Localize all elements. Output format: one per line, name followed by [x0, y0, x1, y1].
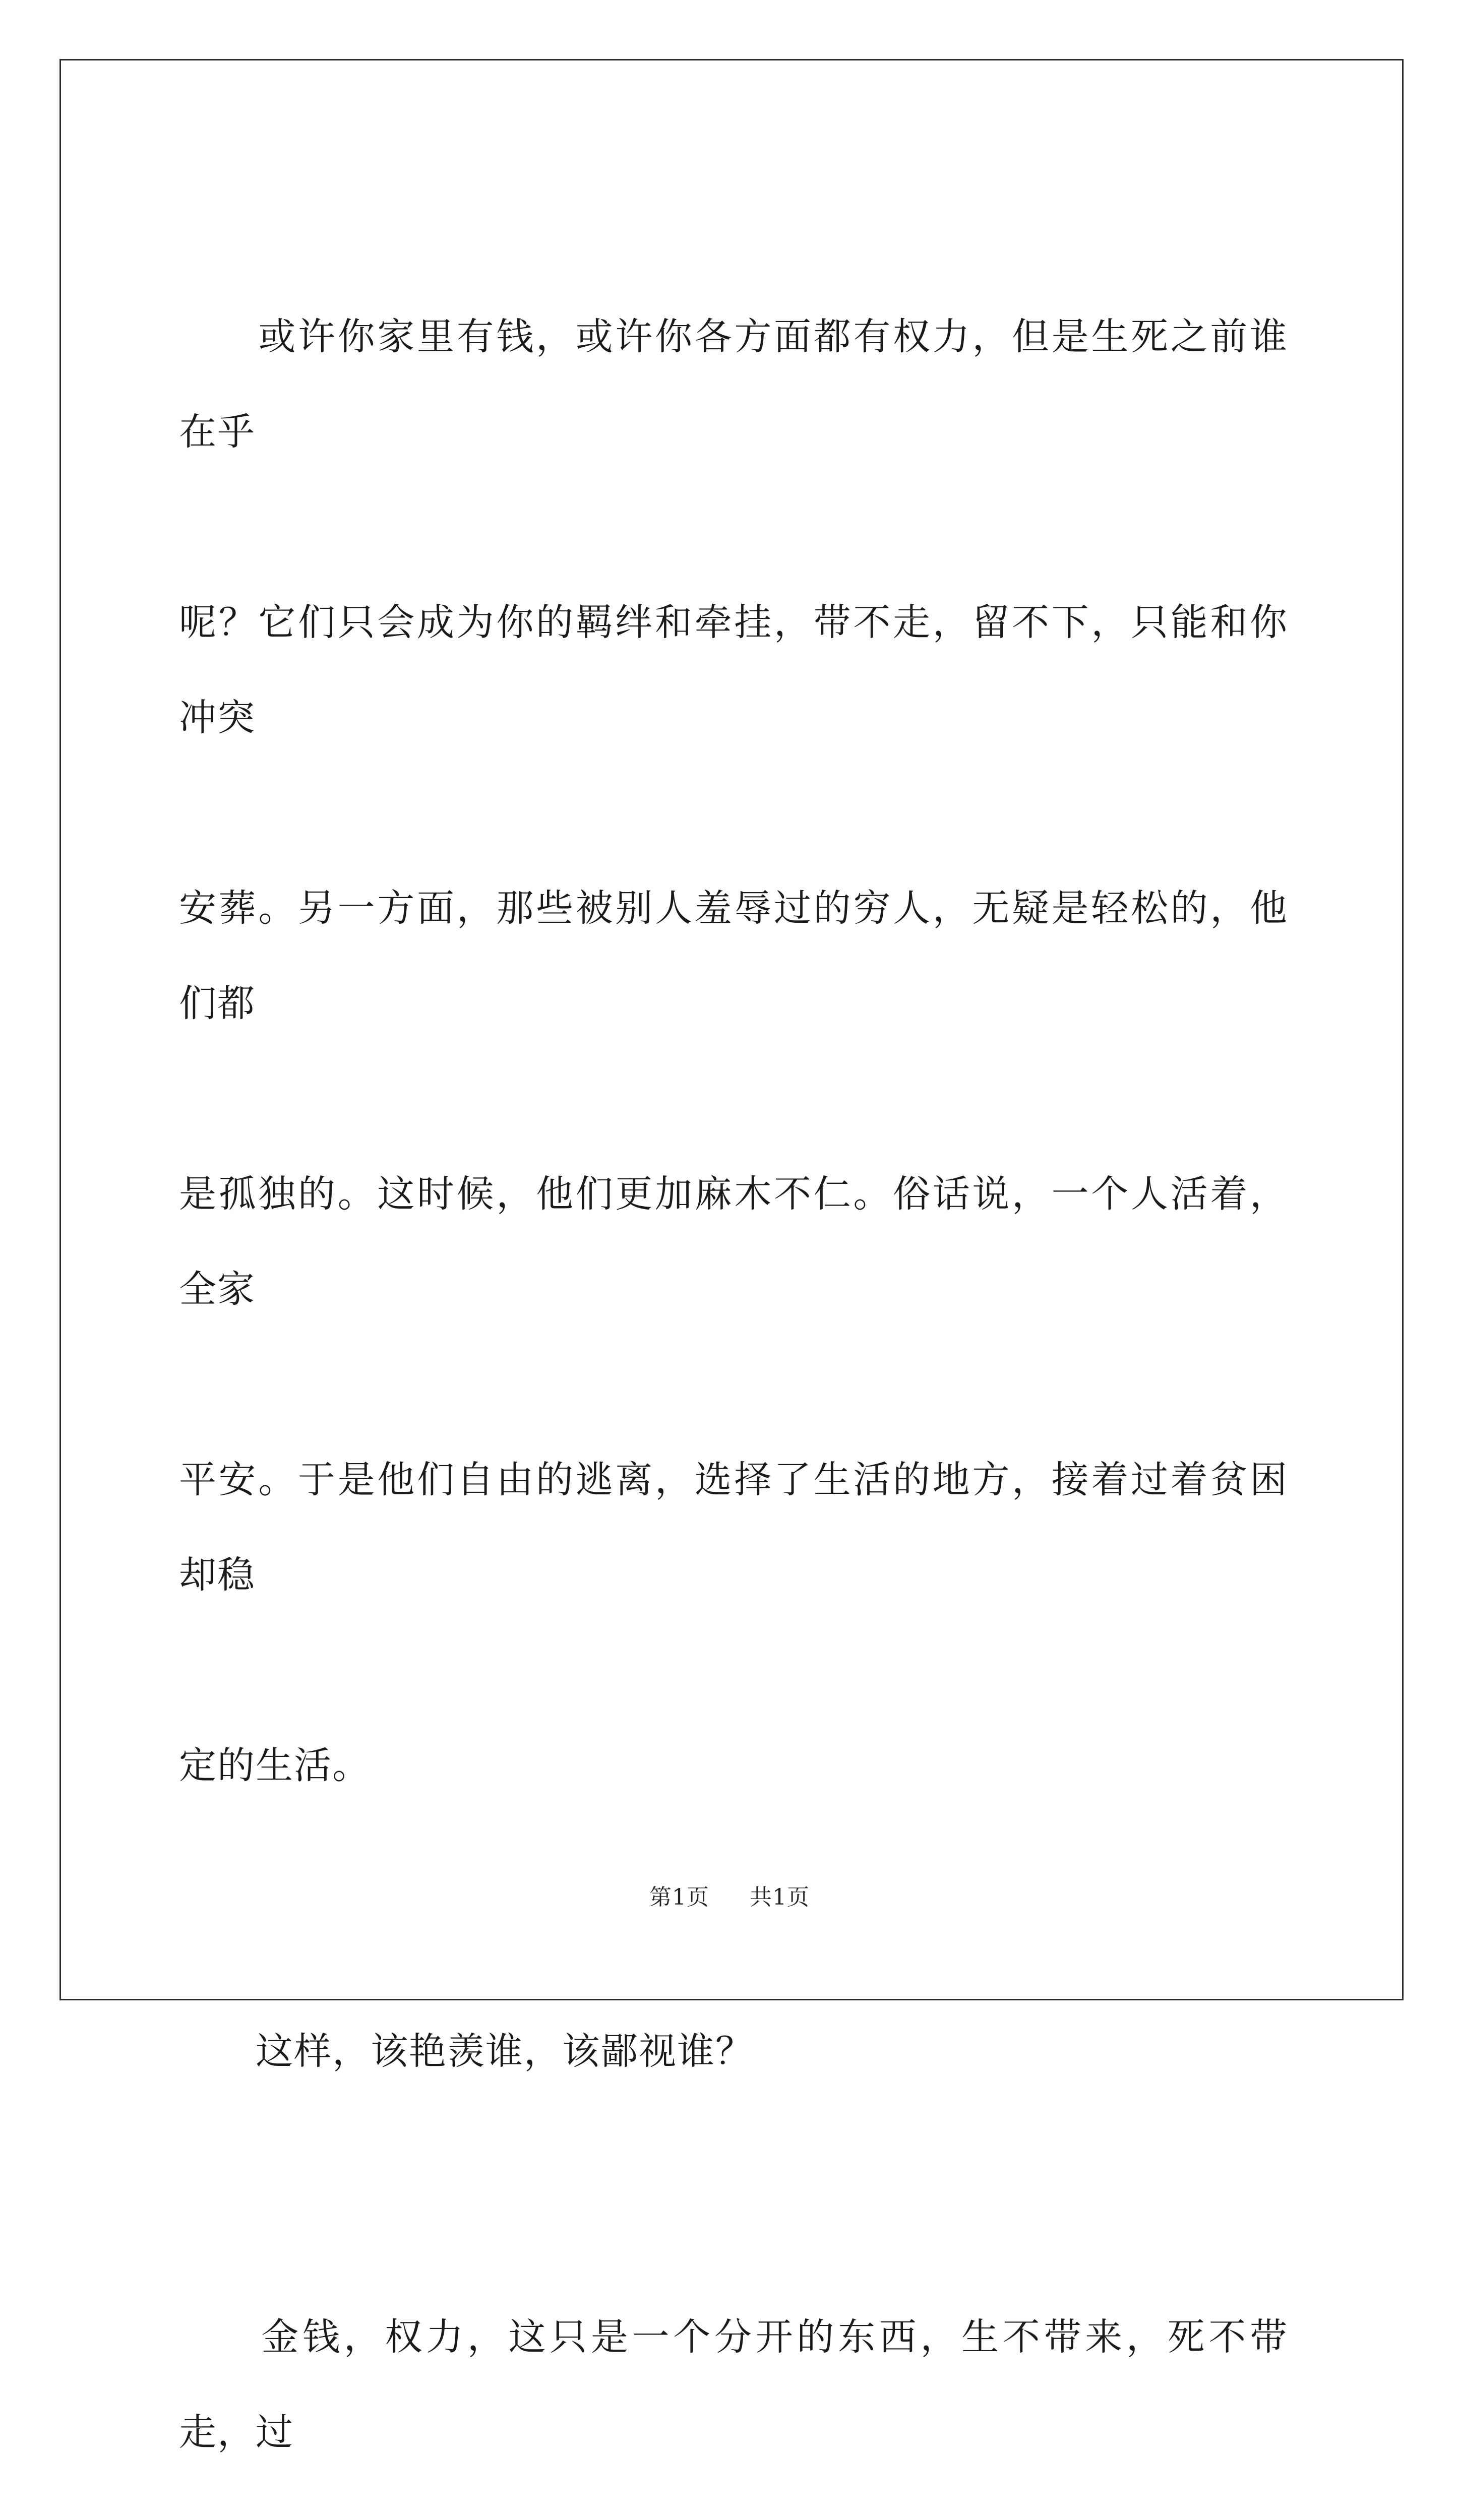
text-line: 呢？它们只会成为你的羁绊和牵挂，带不走，留不下，只能和你冲突: [179, 601, 1288, 739]
text-line: 这样，该艳羡谁，该鄙视谁？: [179, 2030, 754, 2073]
text-line: 安葬。另一方面，那些被别人羞辱过的穷人，无疑是轻松的，他们都: [179, 887, 1288, 1025]
page-total: 共1页: [750, 1884, 810, 1910]
paragraph-3: [179, 2194, 1288, 2520]
text-line: 定的生活。: [179, 1744, 371, 1787]
text-line: 金钱，权力，这只是一个分开的东西，生不带来，死不带走，过: [179, 2315, 1288, 2454]
paragraph-1: [179, 194, 1288, 1909]
text-line: 是孤独的。这时候，他们更加麻木不仁。俗话说，一个人活着，全家: [179, 1172, 1288, 1311]
page-number: 第1页: [649, 1884, 709, 1910]
text-line: 或许你家里有钱，或许你各方面都有权力，但是生死之前谁在乎: [179, 315, 1288, 454]
paragraph-2: [179, 1909, 1288, 2194]
document-body: [179, 194, 1288, 2520]
page-footer: [0, 1879, 1459, 1911]
text-line: 平安。于是他们自由的逃离，选择了生活的地方，接着过着贫困却稳: [179, 1458, 1288, 1597]
